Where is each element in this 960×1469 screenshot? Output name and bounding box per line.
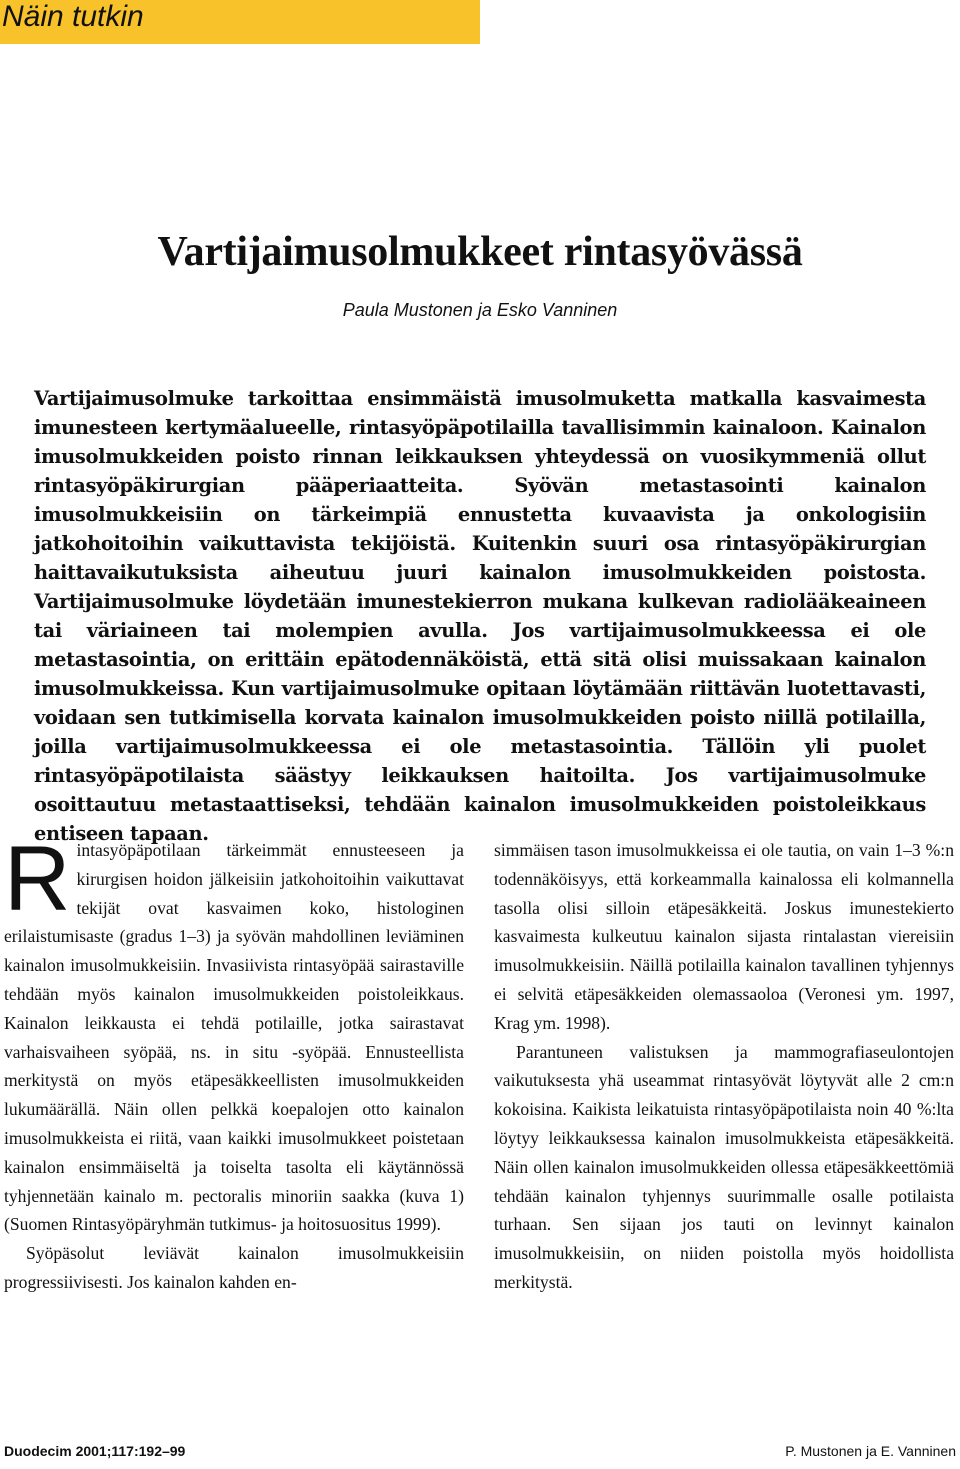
body-paragraph: Syöpäsolut leviävät kainalon imusolmukkeisiin progressiivisesti. Jos kainalon kahden en- (4, 1243, 464, 1292)
article-authors: Paula Mustonen ja Esko Vanninen (342, 300, 618, 320)
article-abstract: Vartijaimusolmuke tarkoittaa ensimmäistä imusolmuketta matkalla kasvaimesta imunesteen kertymäalueelle, rintasyöpäpotilailla tavallisimmin kainaloon. Kainalon imusolmukkeiden poisto rinnan leikkauksen yhteydessä on vuosikymmeniä ollut rintasyöpäkirurgian pääperiaatteita. Syövän metastasointi kainalon imusolmukkeisiin on tärkeimpiä ennustetta kuvaavista ja onkologisiin jatkohoitoihin vaikuttavista tekijöistä. Kuitenkin suuri osa rintasyöpäkirurgian haittavaikutuksista aiheutuu juuri kainalon imusolmukkeiden poistosta. Vartijaimusolmuke löydetään imunestekierron mukana kulkevan radiolääkeaineen tai väriaineen tai molempien avulla. Jos vartijaimusolmukkeessa ei ole metastasointia, on erittäin epätodennäköistä, että sitä olisi muissakaan kainalon imusolmukkeissa. Kun vartijaimusolmuke opitaan löytämään riittävän luotettavasti, voidaan sen tutkimisella korvata kainalon imusolmukkeiden poisto niillä potilailla, joilla vartijaimusolmukkeessa ei ole metastasointia. Tällöin yli puolet rintasyöpäpotilaista säästyy leikkauksen haitoilta. Jos vartijaimusolmuke osoittautuu metastaattiseksi, tehdään kainalon imusolmukkeiden poistoleikkaus entiseen tapaan. (34, 387, 926, 845)
body-paragraph: Parantuneen valistuksen ja mammografiaseulontojen vaikutuksesta yhä useammat rintasyövät löytyvät alle 2 cm:n kokoisina. Kaikista leikatuista rintasyöpäpotilaista noin 40 %:lta löytyy leikkauksessa kainalon imusolmukkeista etäpesäkkeitä. Näin ollen kainalon imusolmukkeiden ollessa etäpesäkkeettömiä tehdään kainalon tyhjennys suurimmalle osalle potilaista turhaan. Sen sijaan jos tauti on levinnyt kainalon imusolmukkeisiin, on niiden poistolla myös hoidollista merkitystä. (494, 1041, 954, 1292)
section-label: Näin tutkin (0, 0, 480, 44)
body-paragraph: simmäisen tason imusolmukkeissa ei ole tautia, on vain 1–3 %:n todennäköisyys, että korkeammalla kainalossa eli kolmannella tasolla olisi silloin etäpesäkkeitä. Joskus imunestekierto kasvaimesta kulkeutuu kainalon sijasta rintalastan viereisiin imusolmukkeisiin. Näillä potilailla kainalon tavallinen tyhjennys ei selvitä etäpesäkkeiden olemassaoloa (Veronesi ym. 1997, Krag ym. 1998). (494, 840, 954, 1033)
body-column-right (494, 836, 954, 1297)
body-paragraph-text: intasyöpäpotilaan tärkeimmät ennusteeseen ja kirurgisen hoidon jälkeisiin jatkohoitoihin vaikuttavat tekijät ovat kasvaimen koko, histologinen erilaistumisaste (gradus 1–3) ja syövän mahdollinen leviäminen kainalon imusolmukkeisiin. Invasiivista rintasyöpää sairastaville tehdään myös kainalon imusolmukkeiden poistoleikkaus. Kainalon leikkausta ei tehdä potilaille, jotka sairastavat varhaisvaiheen syöpää, ns. in situ -syöpää. Ennusteellista merkitystä on myös etäpesäkkeellisten imusolmukkeiden lukumäärällä. Näin ollen pelkkä koepalojen otto kainalon imusolmukkeista ei riitä, vaan kaikki imusolmukkeet poistetaan kainalon ensimmäiseltä ja toiselta tasolta eli käytännössä tyhjennetään kainalo m. pectoralis minoriin saakka (kuva 1) (Suomen Rintasyöpäryhmän tutkimus- ja hoitosuositus 1999). (4, 840, 464, 1235)
article-title: Vartijaimusolmukkeet rintasyövässä (157, 229, 803, 275)
body-column-left (4, 828, 464, 1297)
body-paragraph (4, 828, 464, 1239)
running-authors: P. Mustonen ja E. Vanninen (785, 1443, 956, 1459)
journal-citation: Duodecim 2001;117:192–99 (4, 1443, 186, 1459)
drop-cap: R (4, 828, 71, 930)
